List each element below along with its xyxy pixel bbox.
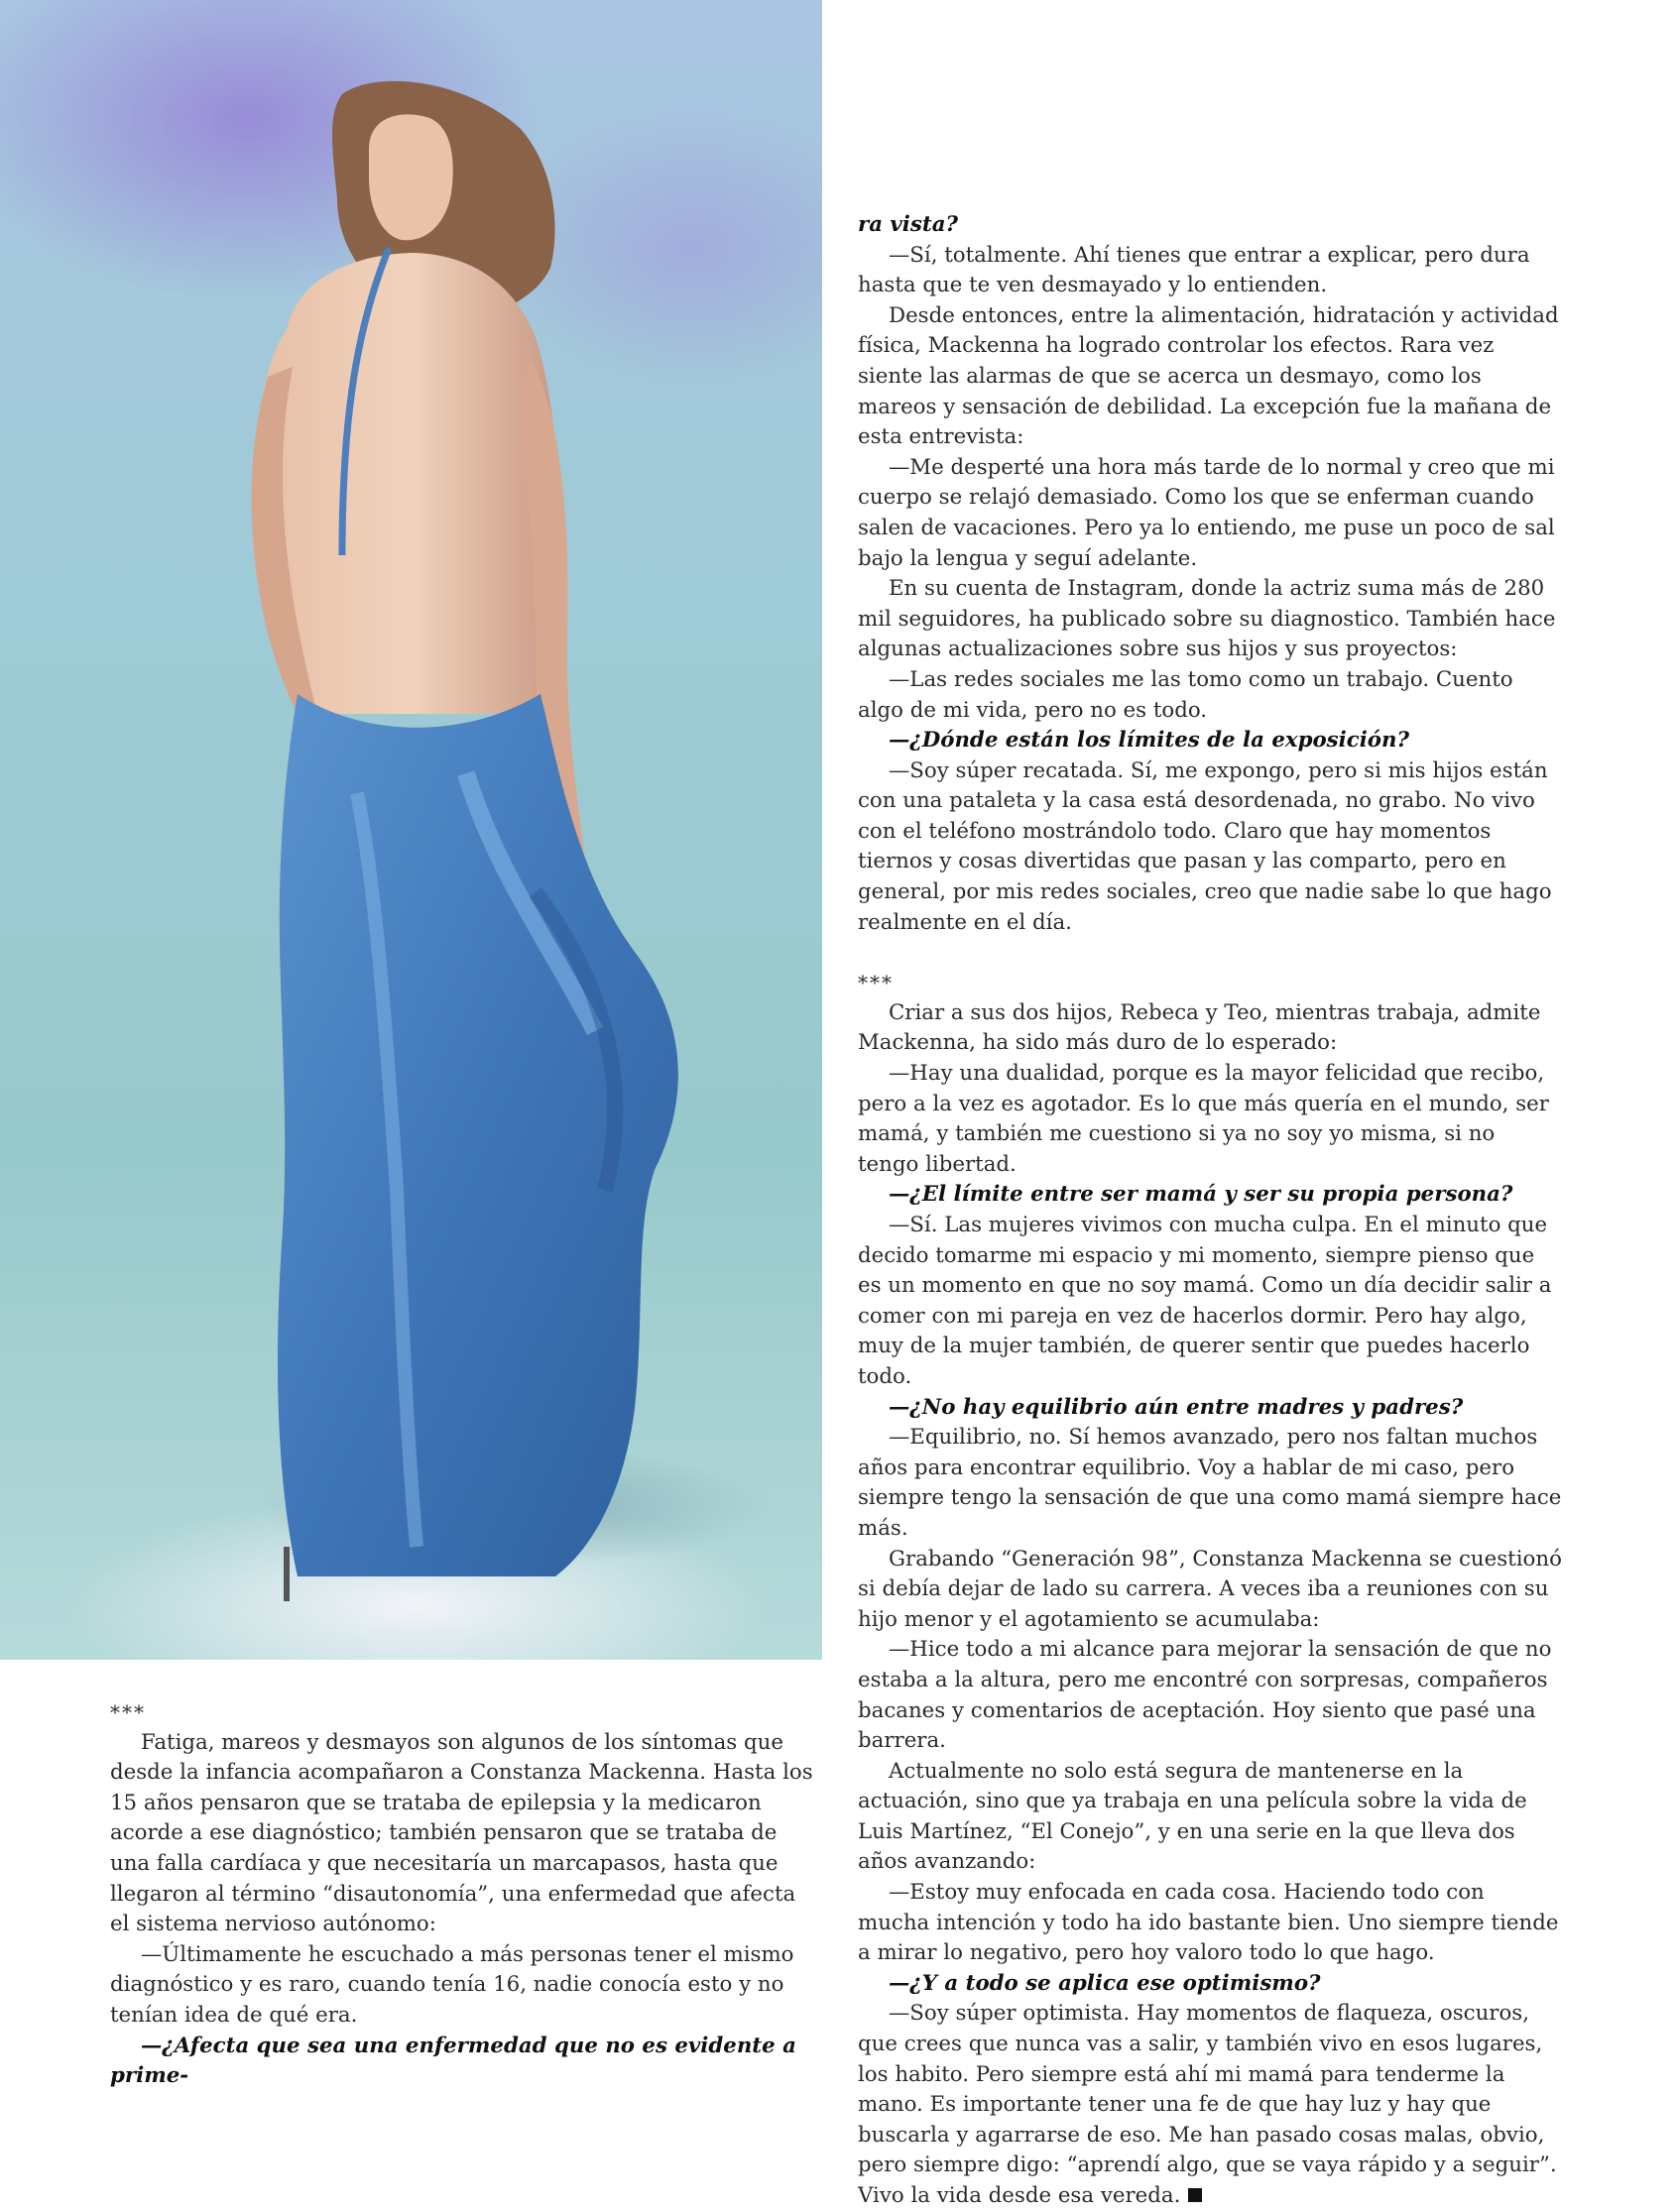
body-paragraph: En su cuenta de Instagram, donde la actriz suma más de 280 mil seguidores, ha publicado sobre su diagnostico. También hace algunas actualizaciones sobre sus hijos y sus proyectos: — [858, 576, 1556, 662]
final-answer-text: —Soy súper optimista. Hay momentos de flaqueza, oscuros, que crees que nunca vas a salir, y también vivo en esos lugares, los habito. Pero siempre está ahí mi mamá para tenderme la mano. Es importante tener una fe de que hay luz y hay que buscarla y agarrarse de eso. Me han pasado cosas malas, obvio, pero siempre digo: “aprendí algo, que se vaya rápido y a seguir”. Vivo la vida desde esa vereda. — [858, 2001, 1557, 2208]
body-paragraph: Grabando “Generación 98”, Constanza Mackenna se cuestionó si debía dejar de lado su carrera. A veces iba a reuniones con su hijo menor y el agotamiento se acumulaba: — [858, 1546, 1562, 1632]
answer-paragraph: —Estoy muy enfocada en cada cosa. Haciendo todo con mucha intención y todo ha ido bastante bien. Uno siempre tiende a mirar lo negativo, pero hoy valoro todo lo que hago. — [858, 1880, 1559, 1966]
interview-question: —¿El límite entre ser mamá y ser su propia persona? — [889, 1182, 1513, 1208]
end-of-article-mark — [1188, 2188, 1202, 2202]
body-paragraph: Fatiga, mareos y desmayos son algunos de los síntomas que desde la infancia acompañaron a Constanza Mackenna. Hasta los 15 años pensaron que se trataba de epilepsia y la medicaron acorde a ese diagnóstico; también pensaron que se trataba de una falla cardíaca y que necesitaría un marcapasos, hasta que llegaron al término “disautonomía”, una enfermedad que afecta el sistema nervioso autónomo: — [110, 1729, 813, 1937]
body-paragraph: Actualmente no solo está segura de mantenerse en la actuación, sino que ya trabaja en una película sobre la vida de Luis Martínez, “El Conejo”, y en una serie en la que lleva dos años avanzando: — [858, 1758, 1527, 1875]
answer-paragraph: —Soy súper recatada. Sí, me expongo, pero si mis hijos están con una pataleta y la casa está desordenada, no grabo. No vivo con el teléfono mostrándolo todo. Claro que hay momentos tiernos y cosas divertidas que pasan y las comparto, pero en general, por mis redes sociales, creo que nadie sabe lo que hago realmente en el día. — [858, 757, 1552, 935]
answer-paragraph: —Equilibrio, no. Sí hemos avanzado, pero nos faltan muchos años para encontrar equilibrio. Voy a hablar de mi caso, pero siempre tengo la sensación de que una como mamá siempre hace más. — [858, 1425, 1562, 1541]
answer-paragraph: —Sí, totalmente. Ahí tienes que entrar a explicar, pero dura hasta que te ven desmayado y lo entienden. — [858, 242, 1530, 298]
answer-paragraph: —Sí. Las mujeres vivimos con mucha culpa. En el minuto que decido tomarme mi espacio y mi momento, siempre pienso que es un momento en que no soy mamá. Como un día decidir salir a comer con mi pareja en vez de hacerlos dormir. Pero hay algo, muy de la mujer también, de querer sentir que puedes hacerlo todo. — [858, 1213, 1552, 1389]
article-column-left — [110, 1697, 814, 2092]
photo-woman-in-gown — [0, 0, 822, 1660]
answer-paragraph: —Hice todo a mi alcance para mejorar la sensación de que no estaba a la altura, pero me encontré con sorpresas, compañeros bacanes y comentarios de aceptación. Hoy siento que pasé una barrera. — [858, 1637, 1552, 1754]
answer-paragraph: —Me desperté una hora más tarde de lo normal y creo que mi cuerpo se relajó demasiado. Como los que se enferman cuando salen de vacaciones. Pero ya lo entiendo, me puse un poco de sal bajo la lengua y seguí adelante. — [858, 454, 1555, 571]
interview-question-continued: ra vista? — [858, 212, 959, 237]
interview-question: —¿Dónde están los límites de la exposición? — [889, 728, 1409, 754]
interview-question: —¿Afecta que sea una enfermedad que no es evidente a prime- — [110, 2033, 796, 2089]
quote-paragraph: —Últimamente he escuchado a más personas tener el mismo diagnóstico y es raro, cuando tenía 16, nadie conocía esto y no tenían idea de qué era. — [110, 1941, 794, 2028]
answer-paragraph: —Hay una dualidad, porque es la mayor felicidad que recibo, pero a la vez es agotador. Es lo que más quería en el mundo, ser mamá, y también me cuestiono si ya no soy yo misma, si no tengo libertad. — [858, 1061, 1549, 1177]
answer-paragraph: —Las redes sociales me las tomo como un trabajo. Cuento algo de mi vida, pero no es todo. — [858, 666, 1513, 723]
interview-question: —¿No hay equilibrio aún entre madres y padres? — [889, 1394, 1464, 1420]
article-column-right — [858, 210, 1562, 2212]
interview-question: —¿Y a todo se aplica ese optimismo? — [889, 1970, 1321, 1996]
answer-paragraph-final — [858, 1999, 1562, 2211]
body-paragraph: Desde entonces, entre la alimentación, hidratación y actividad física, Mackenna ha logrado controlar los efectos. Rara vez siente las alarmas de que se acerca un desmayo, como los mareos y sensación de debilidad. La excepción fue la mañana de esta entrevista: — [858, 302, 1559, 450]
section-separator: *** — [858, 971, 894, 995]
body-paragraph: Criar a sus dos hijos, Rebeca y Teo, mientras trabaja, admite Mackenna, ha sido más duro de lo esperado: — [858, 999, 1541, 1056]
photo-illustration — [0, 0, 822, 1660]
section-separator: *** — [110, 1700, 146, 1724]
